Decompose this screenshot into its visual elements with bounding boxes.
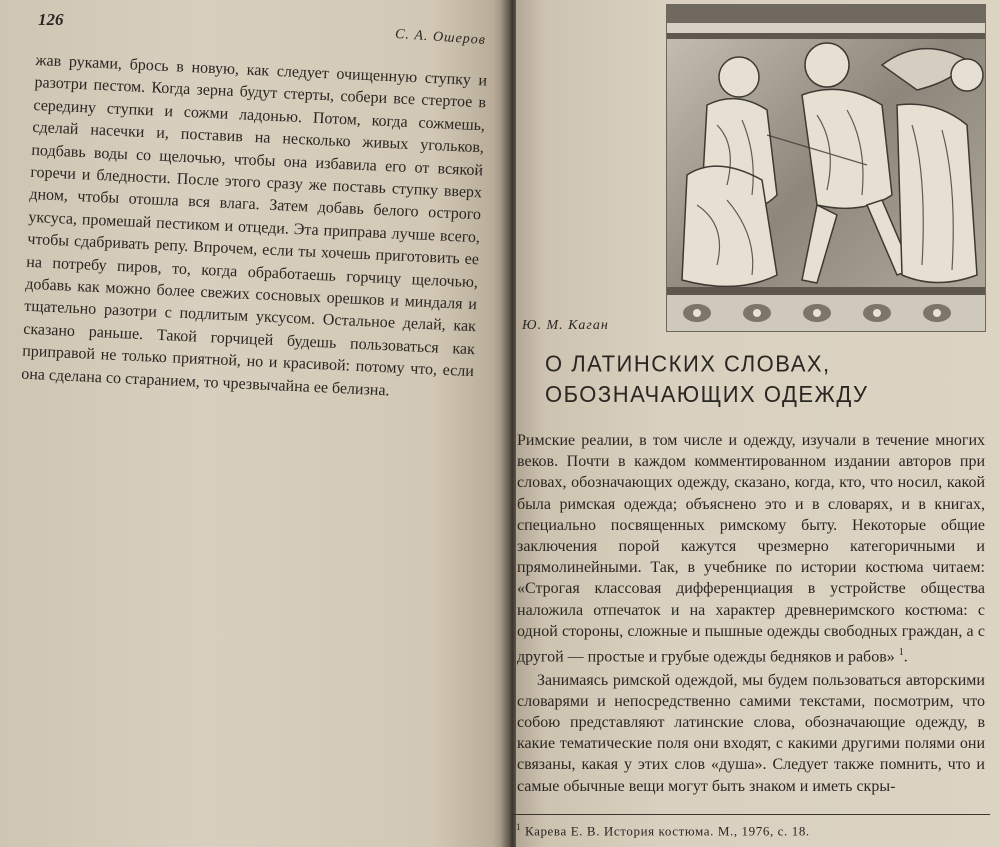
left-page-body <box>21 50 488 406</box>
title-line-2: ОБОЗНАЧАЮЩИХ ОДЕЖДУ <box>545 381 869 408</box>
footnote-text: Карева Е. В. История костюма. М., 1976, с. 18. <box>524 823 810 839</box>
article-author: Ю. М. Каган <box>522 318 609 333</box>
paragraph-1: Римские реалии, в том числе и одежду, изучали в течение многих веков. Почти в каждом комментированном издании авторов при словах, обозначающих одежду, сказано, когда, кто, что носил, какой была римская одежда; объяснено это и в словарях, и в книгах, специально посвященных римскому быту. Некоторые общие заключения порой кажутся чрезмерно категоричными и прямолинейными. Так, в учебнике по истории костюма читаем: «Строгая классовая дифференциация в устройстве общества наложила отпечаток и на характер древнеримского костюма: с одной стороны, сложные и пышные одежды свободных граждан, а с другой — простые и грубые одежды бедняков и рабов» $^1$. <box>517 432 985 666</box>
running-head-author: С. А. Ошеров <box>394 26 487 49</box>
footnote-reference: 1 <box>898 647 904 659</box>
paragraph-2: Занимаясь римской одеждой, мы будем пользоваться авторскими словарями и непосредственно самими текстами, посмотрим, что собою представляют латинские слова, обозначающие одежду, в какие тематические поля они входят, с какими другими полями они связаны, какая у этих слов «душа». Следует также помнить, что и самые обычные вещи могут быть знаком и иметь скры- <box>517 671 985 795</box>
article-title <box>545 349 965 410</box>
footnote-divider <box>512 814 990 815</box>
footnote-mark: 1 <box>516 822 522 832</box>
page-number: 126 <box>38 10 64 29</box>
title-line-1: О ЛАТИНСКИХ СЛОВАХ, <box>545 350 831 377</box>
paragraph-1-text: Римские реалии, в том числе и одежду, изучали в течение многих веков. Почти в каждом комментированном издании авторов при словах, обозначающих одежду, сказано, когда, кто, что носил, какой была римская одежда; объяснено это и в словарях, и в книгах, специально посвященных римскому быту. Некоторые общие заключения порой кажутся чрезмерно категоричными и прямолинейными. Так, в учебнике по истории костюма читаем: «Строгая классовая дифференциация в устройстве общества наложила отпечаток и на характер древнеримского костюма: с одной стороны, сложные и пышные одежды свободных граждан, а с другой — простые и грубые одежды бедняков и рабов» <box>517 432 985 666</box>
right-page-body <box>517 430 985 797</box>
footnote <box>516 822 810 839</box>
relief-illustration <box>667 5 985 331</box>
left-paragraph: жав руками, брось в новую, как следует очищенную ступку и разотри пестом. Когда зерна будут стерты, собери все стертое в середину ступки и сожми ладонью. Потом, когда сожмешь, сделай насечки и, поставив на несколько живых угольков, подбавь воды со щелочью, чтобы она избавила его от всякой горечи и бледности. После этого сразу же поставь ступку вверх дном, чтобы отошла вся влага. Затем добавь белого острого уксуса, промешай пестиком и отцеди. Эта приправа лучше всего, чтобы сдабривать репу. Впрочем, если ты хочешь приготовить ее на потребу пиров, то, когда обработаешь горчицу щелочью, добавь как можно более свежих сосновых орешков и миндаля и тщательно разотри с подлитым уксусом. Остальное делай, как сказано раньше. Такой горчицей будешь пользоваться как приправой не только приятной, но и красивой: потому что, если она сделана со старанием, то чрезвычайна ее белизна. <box>20 51 488 400</box>
roman-relief-image <box>666 4 986 332</box>
